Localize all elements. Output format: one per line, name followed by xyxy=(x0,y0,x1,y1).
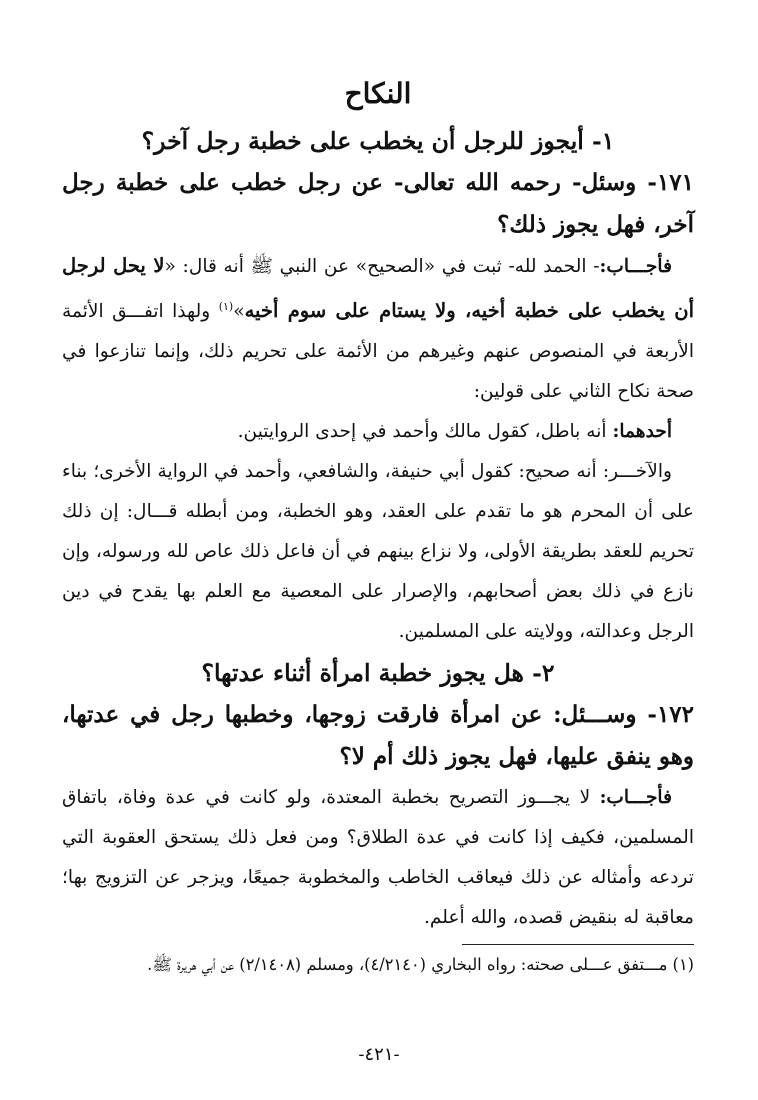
hadith-close-quote: » xyxy=(233,301,245,323)
section-2-heading: ٢- هل يجوز خطبة امرأة أثناء عدتها؟ xyxy=(201,659,555,688)
first-opinion-label: أحدهما: xyxy=(612,421,672,443)
second-opinion-paragraph xyxy=(62,452,694,652)
first-opinion-paragraph xyxy=(62,412,694,452)
answer-171-paragraph xyxy=(62,246,694,412)
answer-continuation: ولهذا اتفـــق الأئمة الأربعة في المنصوص عنهم وغيرهم من الأئمة على تحريم ذلك، وإنما تنازعوا في صحة نكاح الثاني على قولين: xyxy=(62,301,694,403)
first-opinion-text: أنه باطل، كقول مالك وأحمد في إحدى الروايتين. xyxy=(237,421,613,443)
page-number: -٤٢١- xyxy=(358,1044,400,1065)
answer-172-paragraph xyxy=(62,778,694,938)
footnote-reference[interactable]: (١) xyxy=(218,300,234,313)
answer-label: فأجـــاب: xyxy=(599,787,672,809)
answer-intro: - الحمد لله- ثبت في «الصحيح» عن النبي ﷺ أنه قال: « xyxy=(164,256,600,277)
answer-label: فأجـــاب: xyxy=(599,256,672,277)
second-opinion-label: والآخـــر: xyxy=(602,461,672,483)
section-1-heading: ١- أيجوز للرجل أن يخطب على خطبة رجل آخر؟ xyxy=(141,127,615,155)
footnote-divider xyxy=(462,944,694,945)
question-171: ١٧١- وسئل- رحمه الله تعالى- عن رجل خطب على خطبة رجل آخر، فهل يجوز ذلك؟ xyxy=(62,169,694,238)
second-opinion-text: أنه صحيح: كقول أبي حنيفة، والشافعي، وأحمد في الرواية الأخرى؛ بناء على أن المحرم هو ما تقدم على العقد، وهو الخطبة، ومن أبطله قـــال: إن ذلك تحريم للعقد بطريقة الأولى، ولا نزاع بينهم في أن فاعل ذلك عاص لله ورسوله، وإن نازع في ذلك بعض أصحابهم، والإصرار على المعصية مع العلم بها يقدح في دين الرجل وعدالته، وولايته على المسلمين. xyxy=(62,461,694,643)
chapter-title: النكاح xyxy=(344,77,412,110)
question-172: ١٧٢- وســـئل: عن امرأة فارقت زوجها، وخطبها رجل في عدتها، وهو ينفق عليها، فهل يجوز ذلك أم لا؟ xyxy=(62,701,694,771)
page-body xyxy=(62,68,694,938)
footnote: (١) مـــتفق عـــلى صحته: رواه البخاري (٤/٢١٤٠)، ومسلم (٢/١٤٠٨) عن أبي هريرة ﷺ. xyxy=(147,955,694,974)
answer-172-text: لا يجـــوز التصريح بخطبة المعتدة، ولو كانت في عدة وفاة، باتفاق المسلمين، فكيف إذا كانت في عدة الطلاق؟ ومن فعل ذلك يستحق العقوبة التي تردعه وأمثاله عن ذلك فيعاقب الخاطب والمخطوبة جميعًا، ويزجر عن التزويج بها؛ معاقبة له بنقيض قصده، والله أعلم. xyxy=(62,787,694,929)
hadith-text: لا يحل لرجل أن يخطب على خطبة أخيه، ولا يستام على سوم أخيه xyxy=(62,254,694,323)
